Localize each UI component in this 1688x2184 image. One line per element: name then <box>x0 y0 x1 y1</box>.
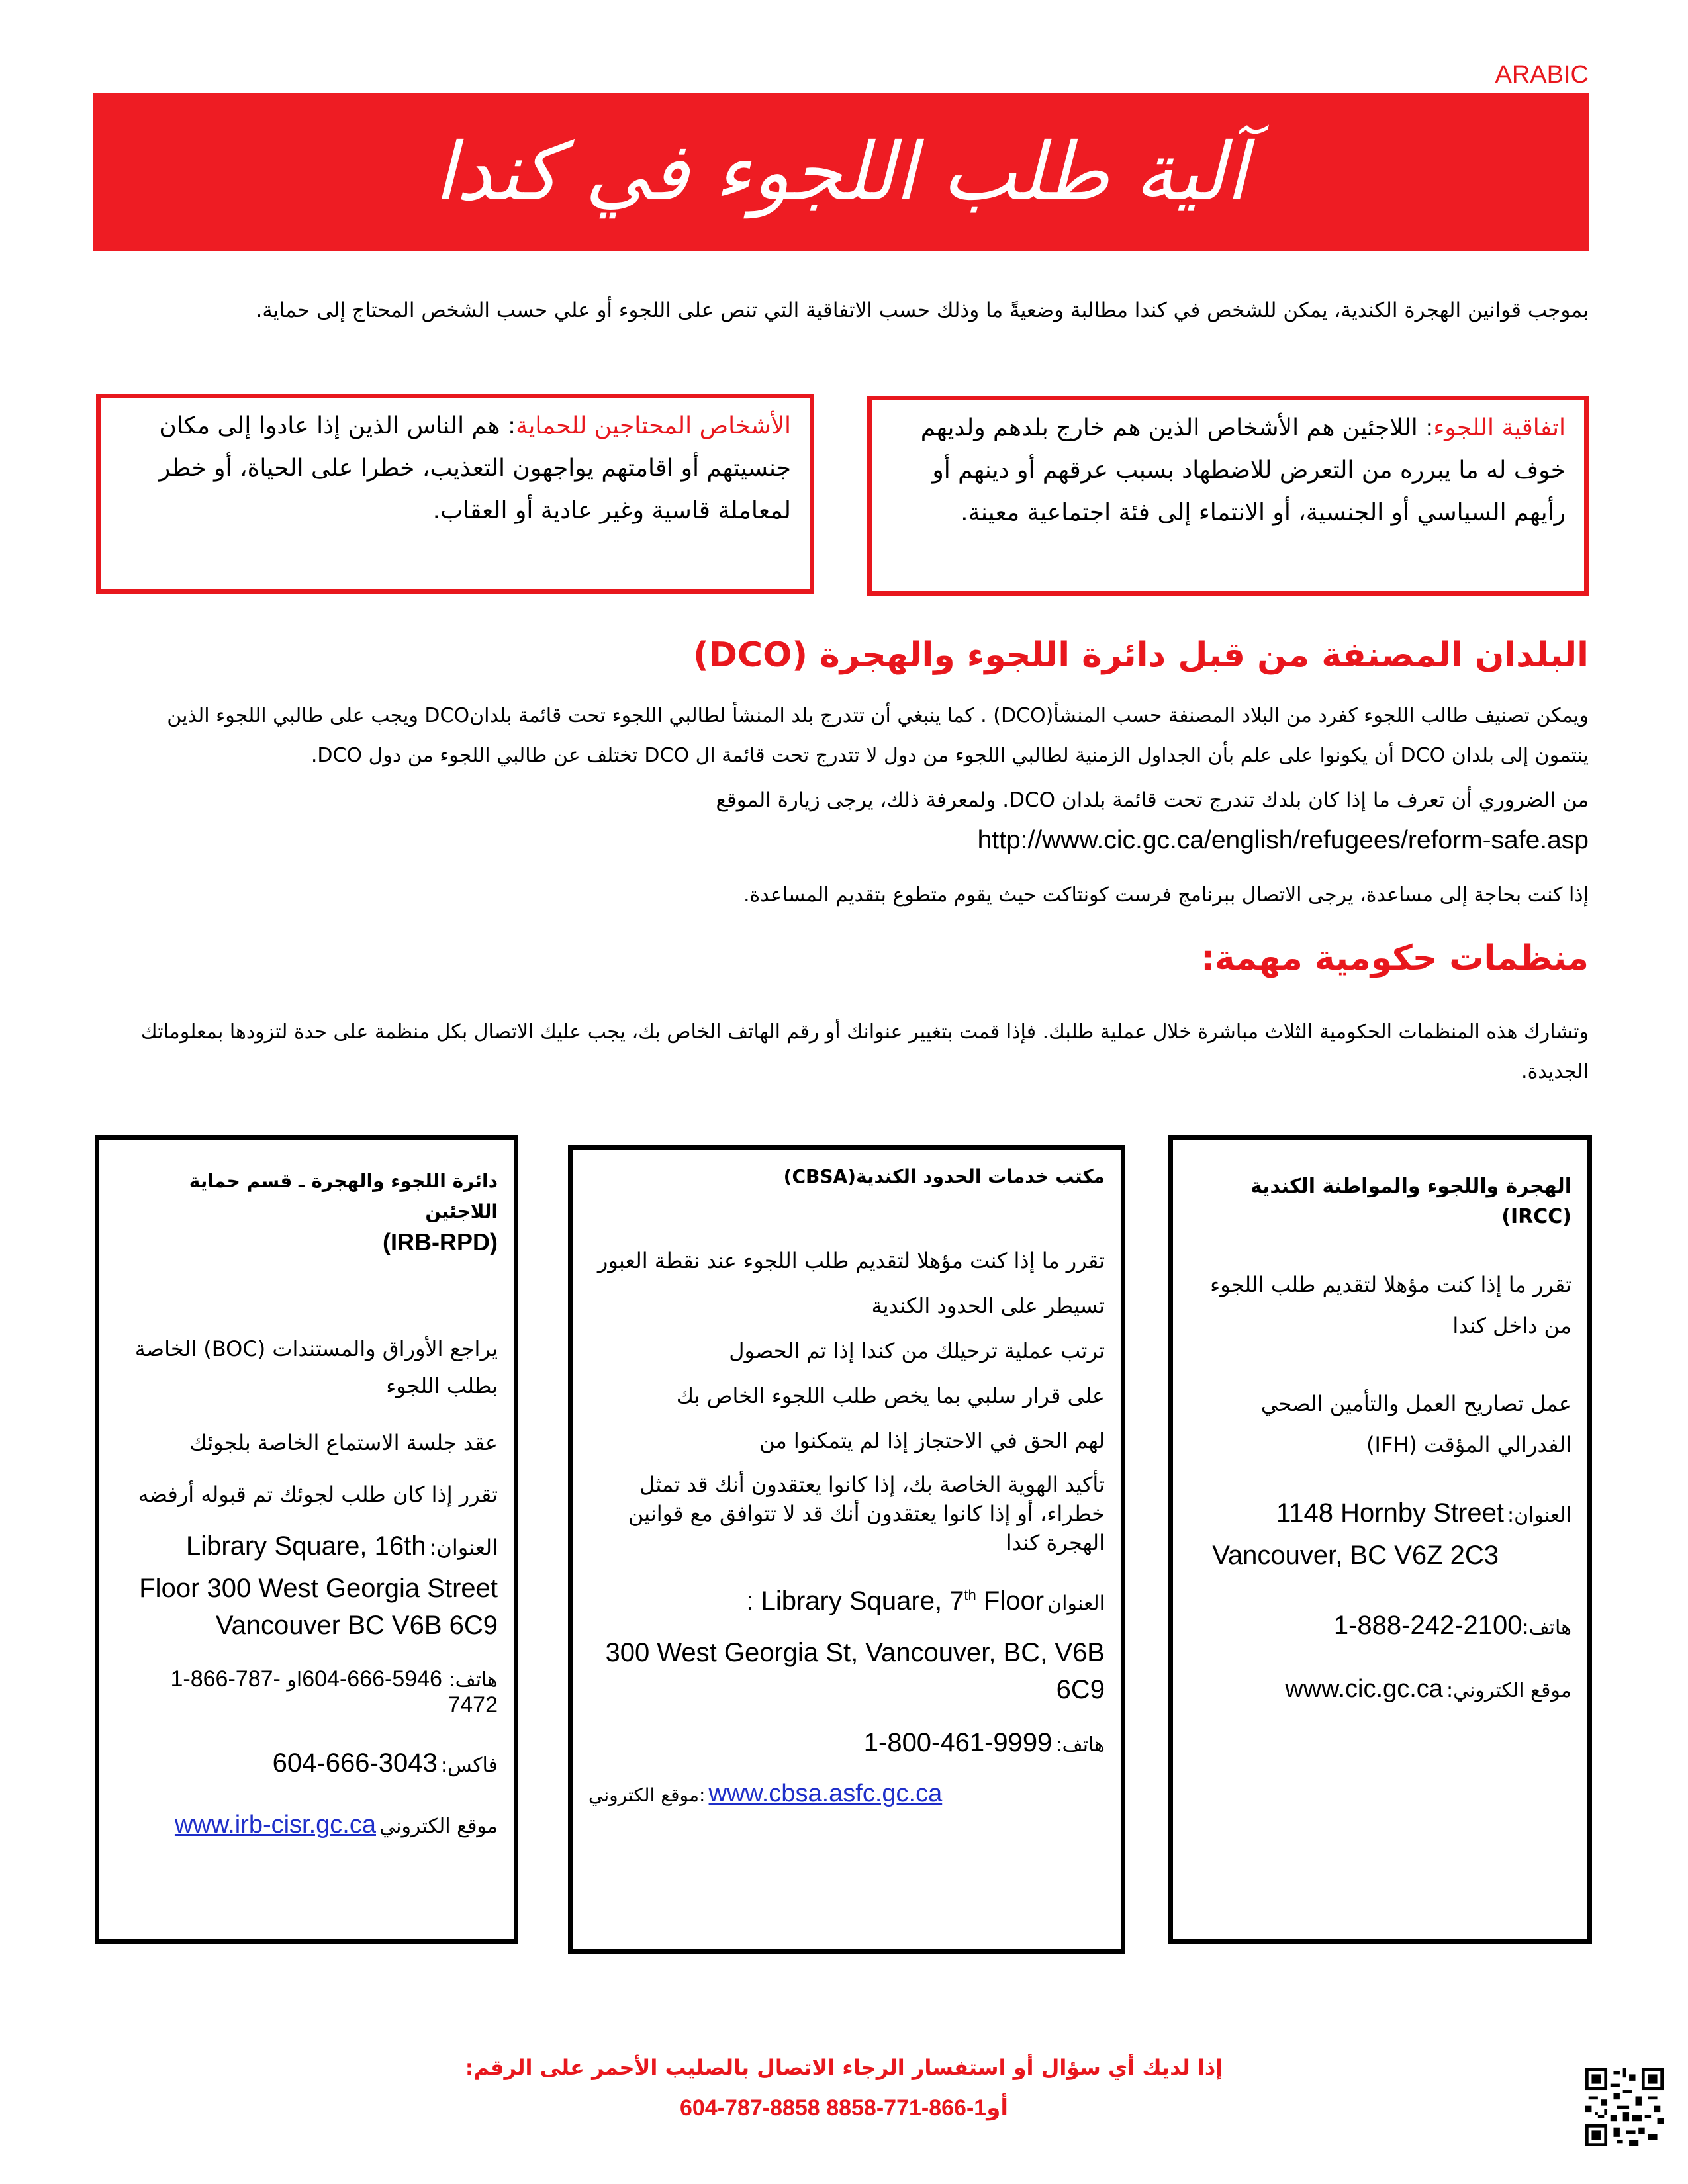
qr-code <box>1585 2068 1664 2146</box>
cbsa-address-1: : Library Square, 7th Floor <box>746 1586 1045 1616</box>
ircc-title: الهجرة واللجوء والمواطنة الكندية (IRCC) <box>1250 1175 1571 1228</box>
cbsa-role-1: تقرر ما إذا كنت مؤهلا لتقديم طلب اللجوء عند نقطة العبور <box>597 1248 1105 1273</box>
irb-role-1: يراجع الأوراق والمستندات (BOC) الخاصة بطلب اللجوء <box>134 1336 498 1398</box>
gov-orgs-heading: منظمات حكومية مهمة: <box>1201 938 1589 978</box>
title-banner <box>93 93 1589 251</box>
irb-role-2: عقد جلسة الاستماع الخاصة بلجوئك <box>189 1430 498 1455</box>
cbsa-role-3: ترتب عملية ترحيلك من كندا إذا تم الحصول <box>729 1338 1105 1363</box>
irb-phone-label: هاتف: <box>448 1668 498 1692</box>
irb-abbr: (IRB-RPD) <box>383 1228 498 1255</box>
irb-phone-2: 1-866-787- <box>170 1666 281 1692</box>
irb-address-3: Vancouver BC V6B 6C9 <box>215 1611 498 1640</box>
irb-title: دائرة اللجوء والهجرة ـ قسم حماية اللاجئين <box>189 1170 498 1222</box>
protection-term: الأشخاص المحتاجين للحماية <box>516 412 791 439</box>
irb-address-2: Floor 300 West Georgia Street <box>139 1574 498 1603</box>
cbsa-address-3: 6C9 <box>1056 1675 1105 1705</box>
ircc-role-1: تقرر ما إذا كنت مؤهلا لتقديم طلب اللجوء من داخل كندا <box>1210 1272 1571 1338</box>
ircc-address-label: العنوان: <box>1507 1504 1571 1527</box>
dco-paragraph-3: إذا كنت بحاجة إلى مساعدة، يرجى الاتصال ببرنامج فرست كونتاكت حيث يقوم متطوع بتقديم المساعدة. <box>743 884 1589 907</box>
convention-term: اتفاقية اللجوء <box>1433 414 1566 441</box>
convention-text: : اللاجئين هم الأشخاص الذين هم خارج بلدهم ولديهم خوف له ما يبرره من التعرض للاضطهاد بسبب عرقهم أو دينهم أو رأيهم السياسي أو الجنسية، أو الانتماء إلى فئة اجتماعية معينة. <box>920 414 1566 526</box>
protection-text: : هم الناس الذين إذا عادوا إلى مكان جنسيتهم أو اقامتهم يواجهون التعذيب، خطرا على الحياة، أو خطر لمعاملة قاسية وغير عادية أو العقاب. <box>159 412 791 524</box>
irb-phone-2b: 7472 <box>447 1692 498 1717</box>
irb-web-label: موقع الكتروني <box>379 1815 498 1838</box>
footer-contact-text: إذا لديك أي سؤال أو استفسار الرجاء الاتصال بالصليب الأحمر على الرقم: <box>465 2055 1223 2080</box>
dco-paragraph-2: من الضروري أن تعرف ما إذا كان بلدك تندرج تحت قائمة بلدان DCO. ولمعرفة ذلك، يرجى زيارة الموقع <box>716 788 1589 812</box>
irb-fax: 604-666-3043 <box>272 1749 438 1778</box>
page-title: آلية طلب اللجوء في كندا <box>434 126 1248 218</box>
irb-address-label: العنوان: <box>429 1535 498 1560</box>
ircc-phone-label: هاتف: <box>1522 1616 1571 1639</box>
ircc-web-label: موقع الكتروني: <box>1446 1679 1571 1702</box>
irb-fax-label: فاكس: <box>440 1754 498 1777</box>
irb-phone-or: او <box>287 1668 303 1692</box>
language-tag: ARABIC <box>1495 61 1589 89</box>
cbsa-role-4: على قرار سلبي بما يخص طلب اللجوء الخاص بك <box>676 1383 1105 1408</box>
ircc-website[interactable]: www.cic.gc.ca <box>1285 1675 1443 1703</box>
irb-box <box>95 1135 518 1944</box>
dco-paragraph-1: ويمكن تصنيف طالب اللجوء كفرد من البلاد المصنفة حسب المنشأ(DCO) . كما ينبغي أن تتدرج بلد المنشأ لطالبي اللجوء تحت قائمة بلدانDCO ويجب على طالبي اللجوء الذين ينتمون إلى بلدان DCO أن يكونوا على علم بأن الجداول الزمنية لطالبي اللجوء من دول لا تتدرج تحت قائمة ال DCO تختلف عن طالبي اللجوء من دول DCO. <box>167 704 1589 767</box>
ircc-phone: 1-888-242-2100 <box>1333 1611 1523 1640</box>
protection-box <box>96 394 814 594</box>
ircc-box <box>1168 1135 1592 1944</box>
footer-phone-1: 604-787-8858 <box>679 2095 820 2120</box>
cbsa-role-5: لهم الحق في الاحتجاز إذا لم يتمكنوا من <box>759 1428 1105 1453</box>
dco-heading: البلدان المصنفة من قبل دائرة اللجوء والهجرة (DCO) <box>693 635 1589 675</box>
cbsa-phone: 1-800-461-9999 <box>863 1728 1053 1758</box>
gov-orgs-text: وتشارك هذه المنظمات الحكومية الثلاث مباشرة خلال عملية طلبك. فإذا قمت بتغيير عنوانك أو رقم الهاتف الخاص بك، يجب عليك الاتصال بكل منظمة على حدة لتزودها بمعلوماتك الجديدة. <box>140 1021 1589 1083</box>
irb-phone-1: 604-666-5946 <box>302 1666 442 1692</box>
ircc-address-1: 1148 Hornby Street <box>1276 1498 1504 1527</box>
cbsa-box <box>568 1145 1125 1954</box>
irb-role-3: تقرر إذا كان طلب لجوئك تم قبوله أرفضه <box>138 1482 498 1507</box>
ircc-role-2: عمل تصاريح العمل والتأمين الصحي الفدرالي المؤقت (IFH) <box>1260 1391 1571 1457</box>
cbsa-address-label: العنوان <box>1047 1592 1105 1615</box>
cbsa-role-2: تسيطر على الحدود الكندية <box>871 1293 1105 1318</box>
intro-text: بموجب قوانين الهجرة الكندية، يمكن للشخص في كندا مطالبة وضعيةً ما وذلك حسب الاتفاقية التي تنص على اللجوء أو علي حسب الشخص المحتاج إلى حماية. <box>256 298 1589 322</box>
cbsa-website-link[interactable]: www.cbsa.asfc.gc.ca <box>708 1780 943 1808</box>
cbsa-web-label: موقع الكتروني: <box>588 1784 706 1807</box>
footer-or: أو <box>986 2095 1008 2121</box>
cbsa-address-2: 300 West Georgia St, Vancouver, BC, V6B <box>605 1638 1105 1668</box>
cbsa-phone-label: هاتف: <box>1055 1733 1105 1757</box>
irb-address-1: Library Square, 16th <box>186 1531 426 1561</box>
footer-phone-2: 1-866-771-8858 <box>826 2095 987 2120</box>
footer-phones <box>199 2095 1489 2121</box>
convention-refugee-box <box>867 396 1589 596</box>
ircc-address-2: Vancouver, BC V6Z 2C3 <box>1212 1541 1499 1570</box>
irb-website-link[interactable]: www.irb-cisr.gc.ca <box>174 1811 376 1839</box>
dco-url[interactable]: http://www.cic.gc.ca/english/refugees/reform-safe.asp <box>977 826 1589 854</box>
cbsa-title: مكتب خدمات الحدود الكندية(CBSA) <box>783 1165 1105 1187</box>
cbsa-role-6: تأكيد الهوية الخاصة بك، إذا كانوا يعتقدون أنك قد تمثل خطراء، أو إذا كانوا يعتقدون أنك قد لا تتوافق مع قوانين الهجرة كندا <box>628 1472 1105 1555</box>
